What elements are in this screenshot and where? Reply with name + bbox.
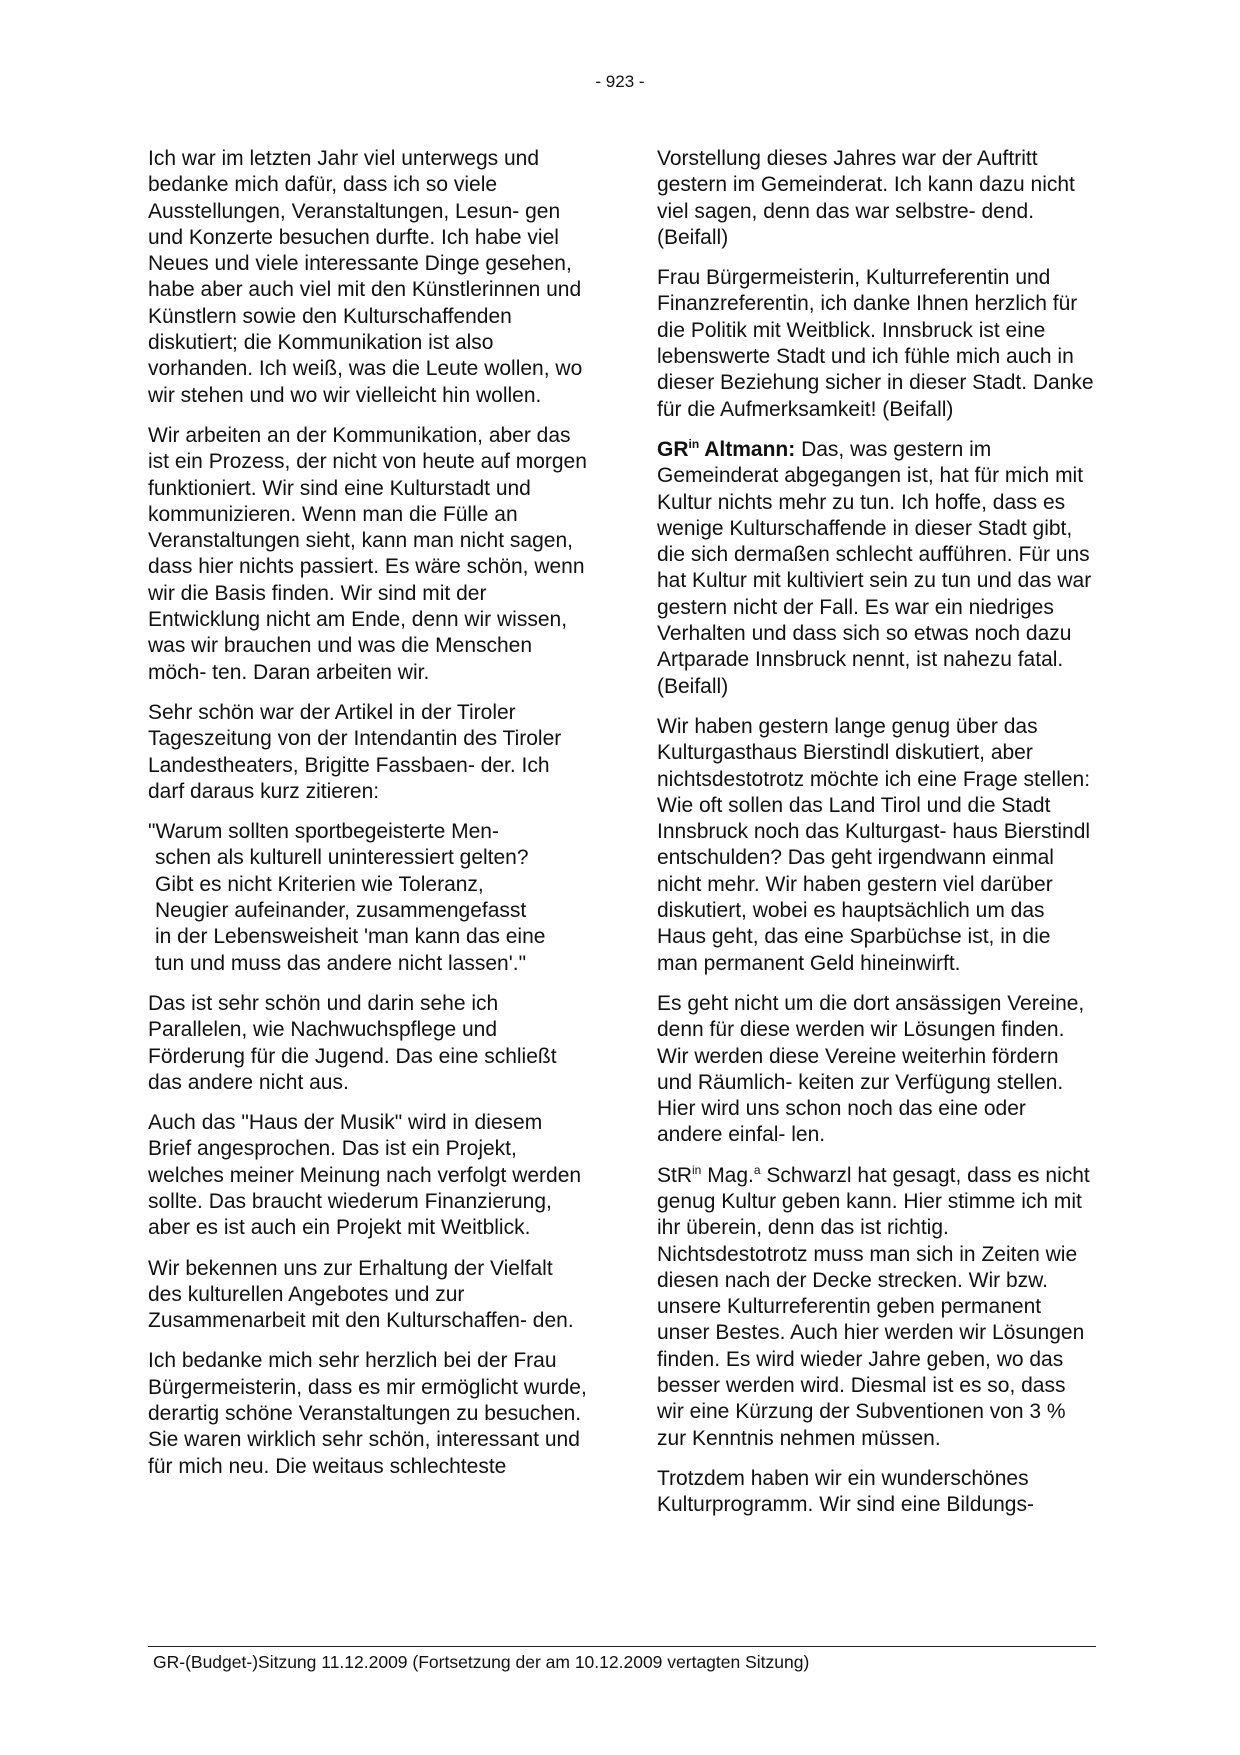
paragraph: Wir bekennen uns zur Erhaltung der Vielfalt des kulturellen Angebotes und zur Zusammenarbeit mit den Kulturschaffen- den.: [148, 1256, 574, 1333]
block-quote: [148, 819, 588, 977]
speaker-title: GR: [657, 437, 689, 461]
paragraph: Das ist sehr schön und darin sehe ich Parallelen, wie Nachwuchspflege und Förderung für die Jugend. Das eine schließt das andere nicht aus.: [148, 991, 557, 1094]
footer-divider: [148, 1646, 1096, 1647]
paragraph: Auch das "Haus der Musik" wird in diesem Brief angesprochen. Das ist ein Projekt, welches meiner Meinung nach verfolgt werden sollte. Das braucht wiederum Finanzierung, aber es ist auch ein Projekt mit Weitblick.: [148, 1111, 582, 1240]
title-abbrev: Mag.: [701, 1163, 754, 1187]
paragraph: Es geht nicht um die dort ansässigen Vereine, denn für diese werden wir Lösungen finden. Wir werden diese Vereine weiterhin fördern und Räumlich- keiten zur Verfügung stellen. Hier wird uns schon noch das eine oder andere einfal- len.: [657, 991, 1085, 1147]
speaker-name: Altmann:: [699, 437, 796, 461]
title-abbrev: StR: [657, 1163, 693, 1187]
speech-text: Das, was gestern im Gemeinderat abgegangen ist, hat für mich mit Kultur nichts mehr zu tun. Ich hoffe, dass es wenige Kulturschaffende in dieser Stadt gibt, die sich dermaßen schlecht aufführen. Für uns hat Kultur mit kultiviert sein zu tun und das war gestern nicht der Fall. Es war ein niedriges Verhalten und dass sich so etwas noch dazu Artparade Innsbruck nennt, ist nahezu fatal. (Beifall): [657, 437, 1092, 698]
paragraph: [657, 1163, 1097, 1452]
paragraph: Wir arbeiten an der Kommunikation, aber das ist ein Prozess, der nicht von heute auf morgen funktioniert. Wir sind eine Kulturstadt und kommunizieren. Wenn man die Fülle an Veranstaltungen sieht, kann man nicht sagen, dass hier nichts passiert. Es wäre schön, wenn wir die Basis finden. Wir sind mit der Entwicklung nicht am Ende, denn wir wissen, was wir brauchen und was die Menschen möch- ten. Daran arbeiten wir.: [148, 423, 587, 684]
paragraph: Sehr schön war der Artikel in der Tiroler Tageszeitung von der Intendantin des Tiroler Landestheaters, Brigitte Fassbaen- der. Ich darf daraus kurz zitieren:: [148, 700, 562, 803]
quote-line: in der Lebensweisheit 'man kann das eine: [155, 925, 546, 949]
paragraph: Trotzdem haben wir ein wunderschönes Kulturprogramm. Wir sind eine Bildungs-: [657, 1466, 1034, 1517]
left-column: [148, 146, 588, 1494]
title-suffix: in: [692, 1162, 702, 1177]
right-column: [657, 146, 1097, 1533]
quote-line: tun und muss das andere nicht lassen'.": [155, 951, 527, 975]
page-number: - 923 -: [595, 72, 645, 91]
speaker-title-suffix: in: [688, 436, 700, 451]
speaker-paragraph: [657, 437, 1097, 700]
title-suffix: a: [753, 1162, 761, 1177]
paragraph: Vorstellung dieses Jahres war der Auftritt gestern im Gemeinderat. Ich kann dazu nicht viel sagen, denn das war selbstre- dend. (Beifall): [657, 147, 1075, 249]
quote-line: Gibt es nicht Kriterien wie Toleranz,: [155, 872, 484, 896]
quote-line: Neugier aufeinander, zusammengefasst: [155, 899, 527, 923]
paragraph: Ich bedanke mich sehr herzlich bei der Frau Bürgermeisterin, dass es mir ermöglicht wurde, derartig schöne Veranstaltungen zu besuchen. Sie waren wirklich sehr schön, interessant und für mich neu. Die weitaus schlechteste: [148, 1349, 587, 1478]
page-footer: GR-(Budget-)Sitzung 11.12.2009 (Fortsetzung der am 10.12.2009 vertagten Sitzung): [153, 1652, 810, 1672]
paragraph: Wir haben gestern lange genug über das Kulturgasthaus Bierstindl diskutiert, aber nichtsdestotrotz möchte ich eine Frage stellen: Wie oft sollen das Land Tirol und die Stadt Innsbruck noch das Kulturgast- haus Bierstindl entschulden? Das geht irgendwann einmal nicht mehr. Wir haben gestern viel darüber diskutiert, wobei es hauptsächlich um das Haus geht, das eine Sparbüchse ist, in die man permanent Geld hineinwirft.: [657, 714, 1091, 975]
paragraph: Frau Bürgermeisterin, Kulturreferentin und Finanzreferentin, ich danke Ihnen herzlich für die Politik mit Weitblick. Innsbruck ist eine lebenswerte Stadt und ich fühle mich auch in dieser Beziehung sicher in dieser Stadt. Danke für die Aufmerksamkeit! (Beifall): [657, 266, 1094, 421]
quote-line: "Warum sollten sportbegeisterte Men-: [148, 820, 499, 844]
quote-line: schen als kulturell uninteressiert gelten?: [155, 846, 529, 870]
paragraph-text: Schwarzl hat gesagt, dass es nicht genug Kultur geben kann. Hier stimme ich mit ihr überein, denn das ist richtig. Nichtsdestotrotz muss man sich in Zeiten wie diesen nach der Decke strecken. Wir bzw. unsere Kulturreferentin geben permanent unser Bestes. Auch hier werden wir Lösungen finden. Es wird wieder Jahre geben, wo das besser werden wird. Diesmal ist es so, dass wir eine Kürzung der Subventionen von 3 % zur Kenntnis nehmen müssen.: [657, 1163, 1090, 1450]
speaker-label: [657, 438, 795, 461]
paragraph: Ich war im letzten Jahr viel unterwegs und bedanke mich dafür, dass ich so viele Ausstellungen, Veranstaltungen, Lesun- gen und Konzerte besuchen durfte. Ich habe viel Neues und viele interessante Dinge gesehen, habe aber auch viel mit den Künstlerinnen und Künstlern sowie den Kulturschaffenden diskutiert; die Kommunikation ist also vorhanden. Ich weiß, was die Leute wollen, wo wir stehen und wo wir vielleicht hin wollen.: [148, 147, 583, 407]
